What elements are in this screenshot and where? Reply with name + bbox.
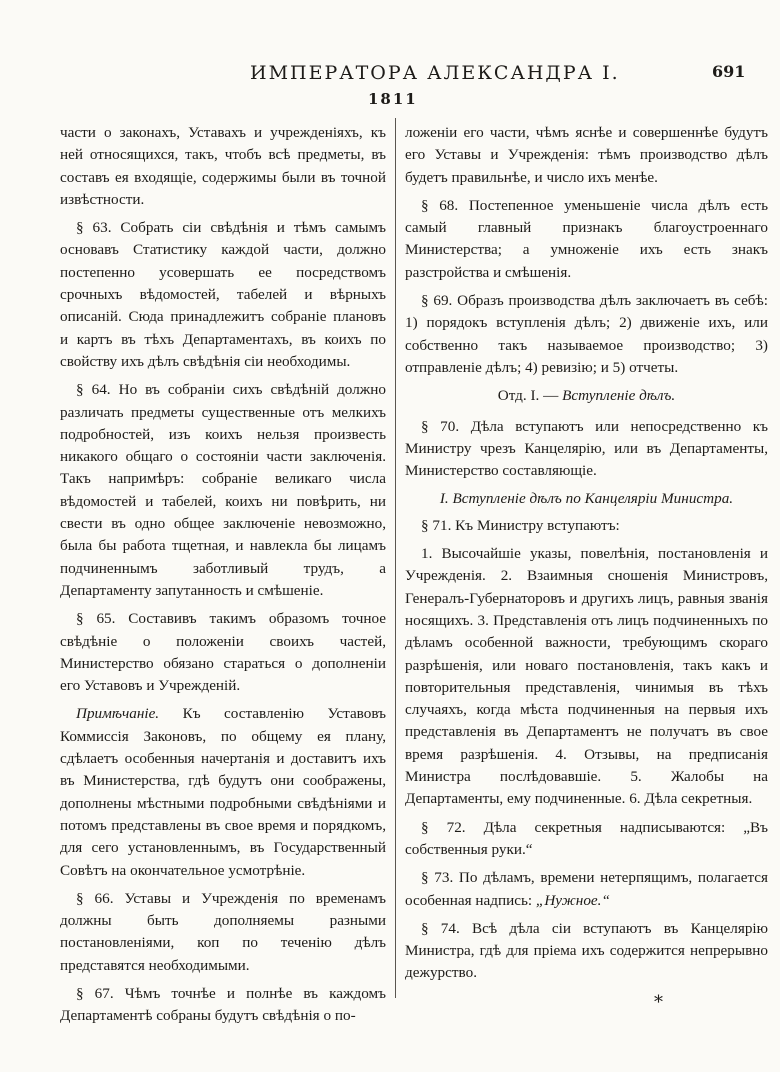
paragraph-72: § 72. Дѣла секретныя надписываются: „Въ собственныя руки.“: [405, 818, 768, 858]
paragraph-70: § 70. Дѣла вступаютъ или непосредственно къ Министру чрезъ Канцелярію, или въ Департаменты, Министерство составляющіе.: [405, 417, 768, 480]
footer-asterisk: *: [654, 992, 663, 1013]
note-paragraph: [60, 703, 386, 881]
paragraph-continuation: ложеніи его части, чѣмъ яснѣе и совершеннѣе будутъ его Уставы и Учрежденія: тѣмъ производство дѣлъ будетъ правильнѣе, и число ихъ менѣе.: [405, 124, 768, 186]
right-column: [405, 122, 768, 991]
year-heading: 1811: [368, 90, 418, 108]
paragraph-71-list: 1. Высочайшіе указы, повелѣнія, постановленія и Учрежденія. 2. Взаимныя сношенія Министровъ, Генералъ-Губернаторовъ и другихъ лицъ, равныя званія носящихъ. 3. Представленія отъ лицъ подчиненныхъ по дѣламъ особенной важности, требующимъ скораго разрѣшенія, или новаго постановленія, такъ какъ и повторительныя представленія, чинимыя въ тѣхъ случаяхъ, когда мѣста подчиненныя на первыя ихъ представленія въ Департаментъ не получатъ въ свое время разрѣшенія. 4. Отзывы, на предписанія Министра послѣдовавшіе. 5. Жалобы на Департаменты, ему подчиненные. 6. Дѣла секретныя.: [405, 545, 768, 808]
column-divider: [395, 118, 396, 998]
subsection-heading: I. Вступленіе дѣлъ по Канцеляріи Министра.: [439, 490, 734, 508]
page-header: [0, 56, 780, 108]
section-title: Вступленіе дѣлъ.: [562, 387, 676, 405]
paragraph-73-text: § 73. По дѣламъ, времени нетерпящимъ, полагается особенная надпись:: [405, 869, 768, 909]
paragraph-69: § 69. Образъ производства дѣлъ заключаетъ въ себѣ: 1) порядокъ вступленія дѣлъ; 2) движеніе ихъ, или собственно такъ называемое производство; 3) отправленіе дѣлъ; 4) ревизію; и 5) отчеты.: [405, 292, 768, 376]
left-column: [60, 122, 386, 1034]
paragraph-74: § 74. Всѣ дѣла сіи вступаютъ въ Канцелярію Министра, гдѣ для пріема ихъ содержится непрерывно дежурство.: [405, 919, 768, 982]
running-title: ИМПЕРАТОРА АЛЕКСАНДРА I.: [250, 62, 620, 84]
paragraph-73: [405, 867, 768, 912]
paragraph-65: § 65. Составивъ такимъ образомъ точное свѣдѣніе о положеніи своихъ частей, Министерство обязано стараться о дополненіи его Уставовъ и Учрежденій.: [60, 610, 386, 695]
section-heading: [405, 385, 768, 407]
paragraph-71: § 71. Къ Министру вступаютъ:: [421, 516, 620, 534]
paragraph-73-italic: „Нужное.“: [535, 891, 610, 909]
note-text: Къ составленію Уставовъ Коммиссія Законовъ, по общему ея плану, сдѣлаетъ особенныя начертанія и доставитъ ихъ въ Министерства, гдѣ будутъ они соображены, дополнены мѣстными подробными свѣдѣніями и потомъ представлены въ свое время и порядкомъ, для сего установленнымъ, въ Государственный Совѣтъ на окончательное усмотрѣніе.: [60, 705, 386, 879]
paragraph-66: § 66. Уставы и Учрежденія по временамъ должны быть дополняемы разными постановленіями, коп по теченію дѣлъ представятся необходимыми.: [60, 889, 386, 974]
paragraph-67: § 67. Чѣмъ точнѣе и полнѣе въ каждомъ Департаментѣ собраны будутъ свѣдѣнія о по-: [60, 984, 386, 1025]
paragraph-68: § 68. Постепенное уменьшеніе числа дѣлъ есть самый главный признакъ благоустроеннаго Министерства; а умноженіе ихъ есть знакъ разстройства и смѣшенія.: [405, 196, 768, 281]
paragraph-64: § 64. Но въ собраніи сихъ свѣдѣній должно различать предметы существенные отъ мелкихъ подробностей, изъ коихъ нельзя произвесть никакого общаго о состояніи части заключенія. Такъ напримѣръ: собраніе великаго числа вѣдомостей и табелей, коихъ ни повѣрить, ни свести въ одно общее заключеніе невозможно, была бы работа тщетная, и навлекла бы лицамъ подчиненнымъ заботливый трудъ, а Департаменту запутанность и смѣшеніе.: [60, 381, 386, 599]
paragraph-continuation: части о законахъ, Уставахъ и учрежденіяхъ, къ ней относящихся, такъ, чтобъ всѣ предметы, въ составъ ея входящіе, содержимы были въ точной извѣстности.: [60, 124, 386, 208]
section-prefix: Отд. I. —: [497, 387, 563, 405]
page-number: 691: [712, 62, 746, 81]
note-label: Примѣчаніе.: [76, 705, 160, 723]
paragraph-63: § 63. Собрать сіи свѣдѣнія и тѣмъ самымъ основавъ Статистику каждой части, должно постепенно усовершать ее посредствомъ срочныхъ вѣдомостей, табелей и вѣрныхъ описаній. Сюда принадлежитъ собраніе плановъ и картъ въ тѣхъ Департаментахъ, въ коихъ по свойству ихъ дѣлъ свѣдѣнія сіи необходимы.: [60, 219, 386, 370]
